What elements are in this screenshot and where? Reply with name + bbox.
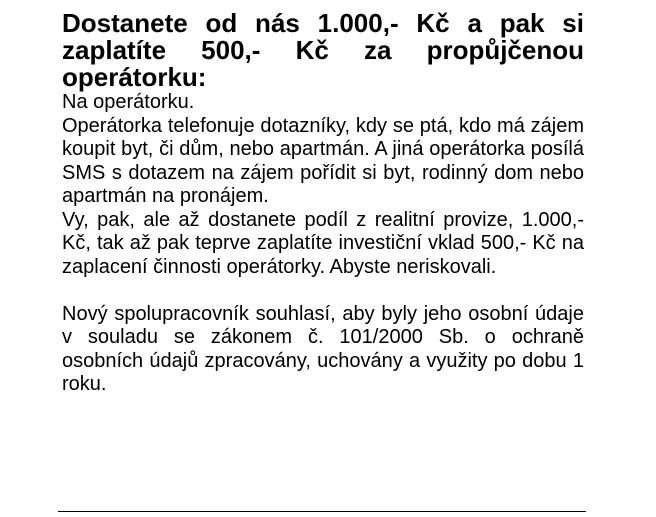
paragraph-payment-terms: Vy, pak, ale až dostanete podíl z realitní provize, 1.000,- Kč, tak až pak teprve zaplatíte investiční vklad 500,- Kč na zaplacení činnosti operátorky. Abyste neriskovali. (62, 208, 584, 278)
paragraph-operator-calls: Operátorka telefonuje dotazníky, kdy se ptá, kdo má zájem koupit byt, či dům, nebo apartmán. A jiná operátorka posílá SMS s dotazem na zájem pořídit si byt, rodinný dom nebo apartmán na pronájem. (62, 114, 584, 207)
paragraph-gdpr-consent: Nový spolupracovník souhlasí, aby byly jeho osobní údaje v souladu se zákonem č. 101/2000 Sb. o ochraně osobních údajů zpracovány, uchovány a využity po dobu 1 roku. (62, 302, 584, 395)
paragraph-spacer (62, 279, 584, 303)
document-page (62, 10, 584, 397)
document-subtitle: Na operátorku. (62, 91, 195, 113)
document-title: Dostanete od nás 1.000,- Kč a pak si zaplatíte 500,- Kč za propůjčenou operátorku: (62, 8, 584, 92)
bottom-divider (58, 511, 586, 512)
